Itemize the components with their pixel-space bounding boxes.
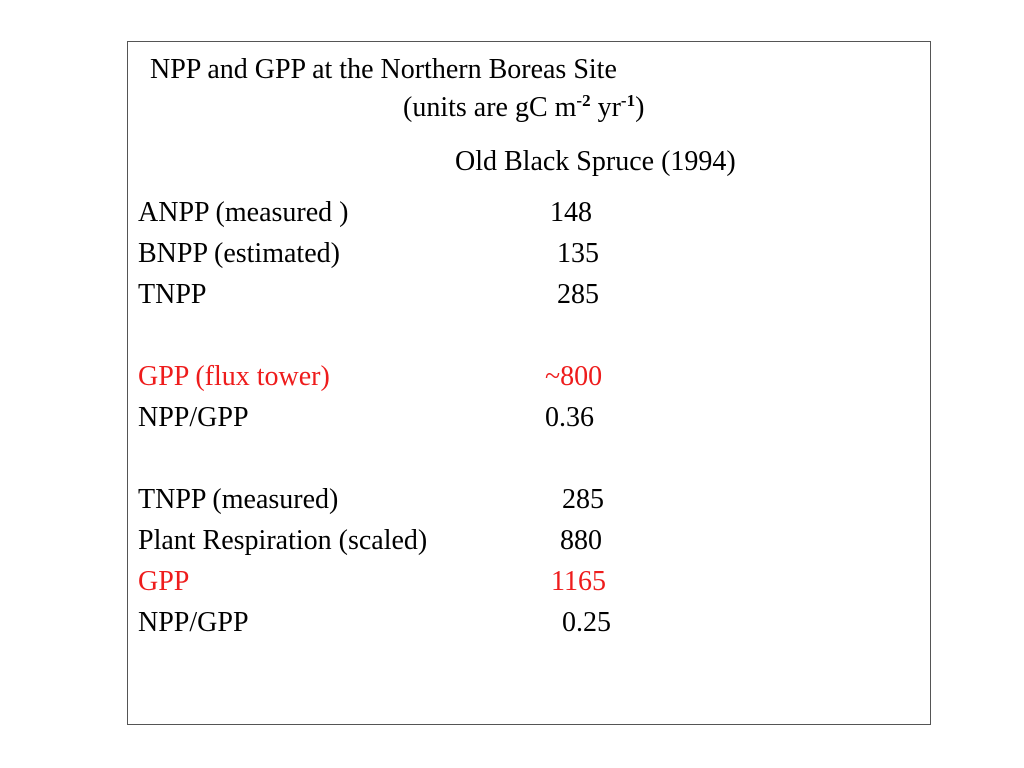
row-label: GPP (flux tower) [138,361,330,392]
row-value: ~800 [545,361,603,392]
table-row [0,565,1024,599]
units-exponent-area: -2 [576,91,591,110]
page-title: NPP and GPP at the Northern Boreas Site [150,54,617,85]
table-row [0,278,1024,312]
row-value: 880 [560,525,602,556]
table-row [0,196,1024,230]
units-subtitle [403,91,644,125]
row-label: ANPP (measured ) [138,197,349,228]
row-value: 0.25 [562,607,611,638]
table-row [0,401,1024,435]
row-value: 148 [550,197,592,228]
row-label: Plant Respiration (scaled) [138,525,428,556]
row-value: 285 [557,279,599,310]
row-value: 285 [562,484,604,515]
units-prefix: (units are gC m [403,92,577,123]
row-label: TNPP (measured) [138,484,339,515]
units-exponent-time: -1 [620,91,636,110]
row-value: 1165 [551,566,606,597]
row-label: GPP [138,566,190,597]
row-value: 135 [557,238,599,269]
table-row [0,237,1024,271]
units-mid: yr [590,92,621,123]
table-row [0,360,1024,394]
row-value: 0.36 [545,402,594,433]
table-row [0,483,1024,517]
table-row [0,606,1024,640]
row-label: BNPP (estimated) [138,238,340,269]
row-label: NPP/GPP [138,402,249,433]
row-label: TNPP [138,279,207,310]
row-label: NPP/GPP [138,607,249,638]
table-row [0,524,1024,558]
units-suffix: ) [635,92,645,123]
site-heading: Old Black Spruce (1994) [455,146,736,177]
